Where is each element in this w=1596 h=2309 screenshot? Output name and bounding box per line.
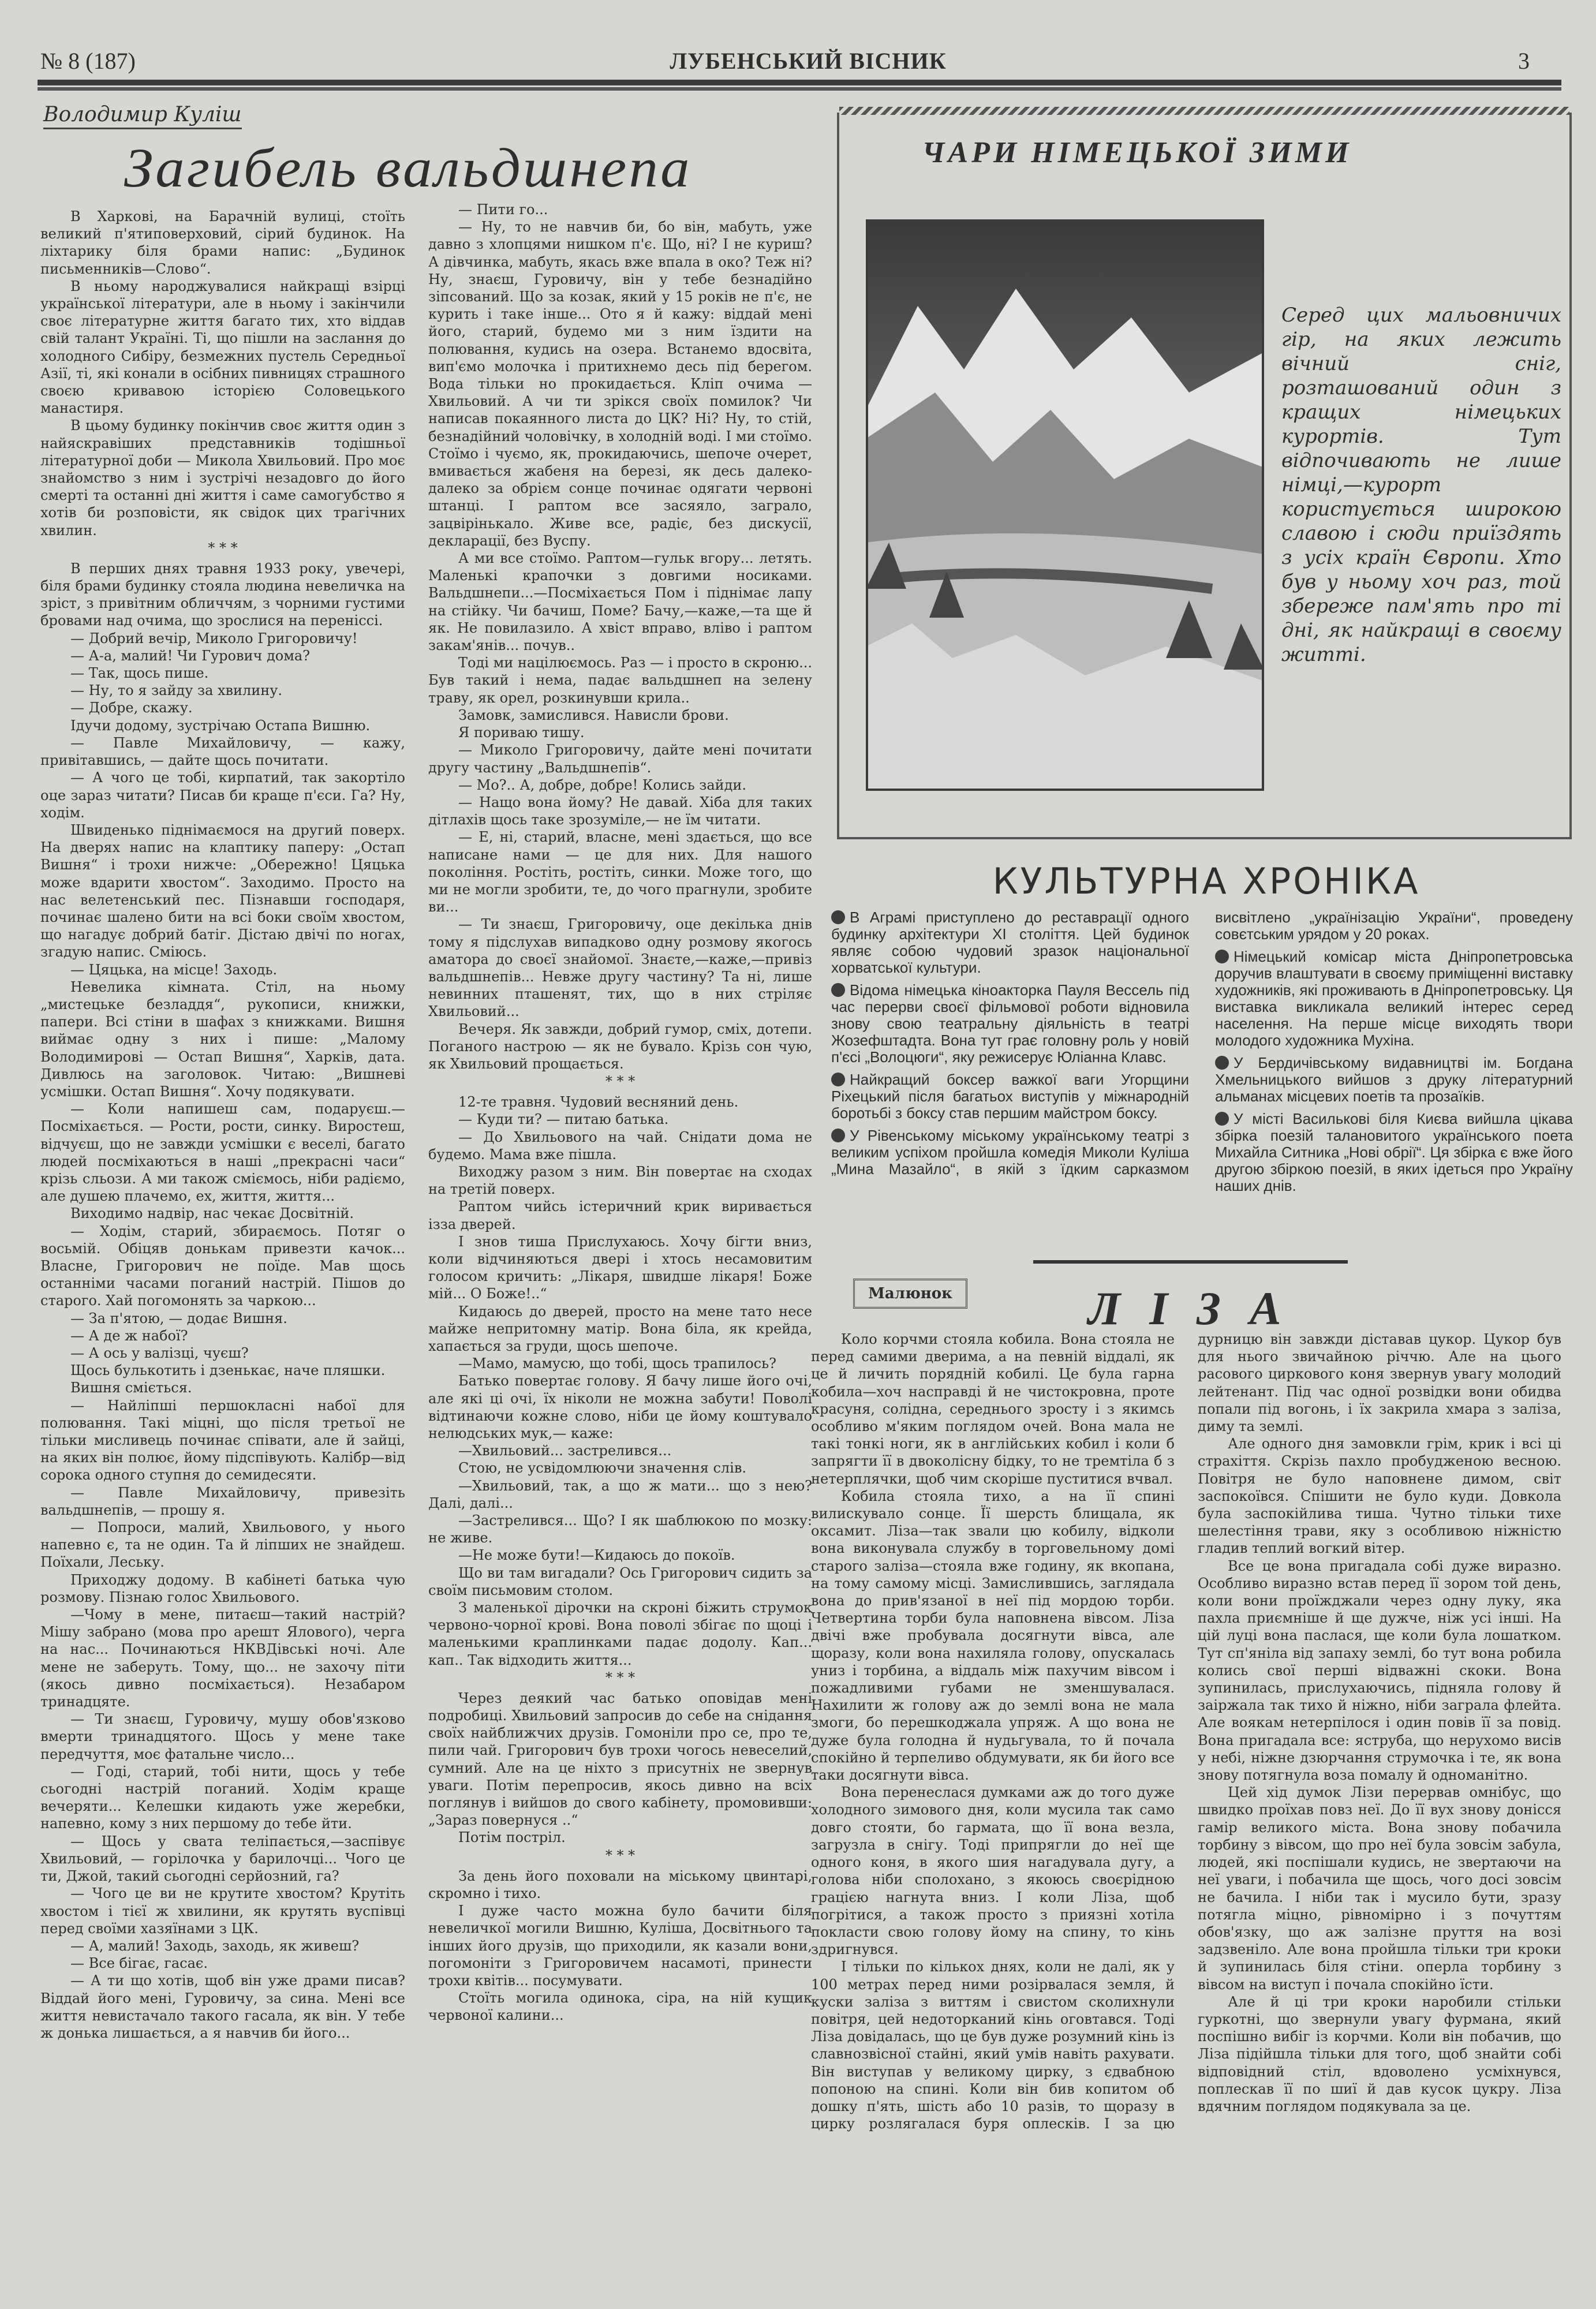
paragraph: —Хвильовий... застрелився... [458,1443,672,1459]
paragraph: Ідучи додому, зустрічаю Остапа Вишню. [70,717,371,734]
chronicle-item-text: Найкращий боксер важкої ваги Угорщини Ріхецький після багатьох виступів у міжнародній боротьбі з боксу став першим майстром боксу. [831,1071,1189,1122]
paragraph: Вона перенеслася думками аж до того дуже холодного зимового дня, коли мусила так само довго стояти, бо гармата, що її вона везла, загрузла в снігу. Тоді припрягли до неї ще одного коня, в якого шия нагадувала дугу, а голова ніби сполохано, з якоюсь своєрідною грацією нагнута вниз. І коли Ліза, щоб погрітися, а також просто з приязні хотіла покласти свою голову йому на спину, то кінь здригнувся. [811,1784,1175,1958]
paragraph: — Добрий вечір, Миколо Григоровичу! [70,630,358,647]
feature-title: ЧАРИ НІМЕЦЬКОЇ ЗИМИ [922,136,1352,169]
paragraph: — За п'ятою, — додає Вишня. [70,1310,287,1327]
paragraph: — Ти знаєш, Гуровичу, мушу обов'язково вмерти тринадцятого. Щось у мене таке передчуття, моє фатальне число... [40,1711,405,1762]
paragraph: —Хвильовий, так, а що ж мати... що з нею? Далі, далі... [428,1477,812,1511]
paragraph: — Пити го... [458,201,548,218]
paragraph: Через деякий час батько оповідав мені подробиці. Хвильовий запросив до себе на снідання своїх найближчих друзів. Гомоніли про се, про те, пили чай. Григорович був трохи чогось невеселий, сумний. Але на це ніхто з присутніх не звернув уваги. Потім перепросив, якось дивно на всіх поглянув і вийшов до свого кабінету, промовивши: „Зараз повернуся ..“ [428,1690,812,1829]
paragraph: — А чого це тобі, кирпатий, так закортіло оце зараз читати? Писав би краще п'єси. Га? Ну, ходім. [40,769,405,821]
paragraph: Що ви там вигадали? Ось Григорович сидить за своїм письмовим столом. [428,1564,812,1598]
paragraph: Швиденько піднімаємося на другий поверх. На дверях напис на клаптику паперу: „Остап Вишня“ і трохи нижче: „Обережно! Цяцька може вдарити хвостом“. Заходимо. Просто на нас велетенський пес. Пізнавши господаря, починає шалено бити на всі боки своїм хвостом, що нагадує добрий батіг. Дістаю двічі по ногах, згадую напис. Сміюсь. [40,821,405,961]
paragraph: — Ходім, старий, збираємось. Потяг о восьмій. Обіцяв донькам привезти качок... Власне, Григорович не поїде. Мав щось останніми часами поганий настрій. Пішов до старого. Хай погомонять за чаркою... [40,1223,405,1309]
story-title: ЛІЗА [1088,1282,1310,1335]
paragraph: — А-а, малий! Чи Гурович дома? [70,647,311,664]
paragraph: Виходимо надвір, нас чекає Досвітній. [70,1205,354,1222]
paragraph: —Мамо, мамусю, що тобі, щось трапилось? [458,1355,777,1372]
paragraph: — А ти що хотів, щоб він уже драми писав? Віддай його мені, Гуровичу, за сина. Мені все життя невистачало такого гасала, як він. У тебе ж донька лишається, а я навчив би його... [40,1972,405,2041]
chronicle-item [1215,948,1573,1049]
paragraph: — Все бігає, гасає. [70,1955,208,1972]
paragraph: Але одного дня замовкли грім, крик і всі ці страхіття. Скрізь пахло пробудженою весною. Повітря не було наповнене димом, світ заспокоївся. Спішити не було куди. Довкола була заспокійлива тиша. Чутно тільки тихе шелестіння трави, яку з особливою ніжністю гладив теплий вогкий вітер. [1198,1436,1561,1557]
article-author: Володимир Куліш [43,103,242,129]
section-separator: * * * [605,1073,636,1090]
paragraph: — Нащо вона йому? Не давай. Хіба для таких дітлахів щось таке зрозуміле,— не їм читати. [428,794,812,828]
paragraph: Вечеря. Як завжди, добрий гумор, сміх, дотепи. Поганого настрою — як не бувало. Крізь сон чую, як Хвильовий прощається. [428,1021,812,1072]
paragraph: А ми все стоїмо. Раптом—гульк вгору... летять. Маленькі крапочки з довгими носиками. Вальдшнепи...—Посміхається Пом і піднімає лапу на стійку. Чи бачиш, Поме? Бачу,—каже,—та ще й як. Не повилазило. А хвіст вправо, вліво і раптом закам'янів... почув.. [428,550,812,654]
paragraph: — Куди ти? — питаю батька. [458,1111,669,1128]
paragraph: — Ну, то я зайду за хвилину. [70,682,283,699]
chronicle-item [831,1071,1189,1122]
paragraph: — Ну, то не навчив би, бо він, мабуть, уже давно з хлопцями нишком п'є. Що, ні? І не куриш? А дівчинка, мабуть, якась вже впала в око? Теж ні? Ну, знаєш, Гуровичу, він у тебе безнадійно зіпсований. Що за козак, який у 15 років не п'є, не курить і таке інше... Ото я й кажу: віддай мені його, старий, будемо ми з ним їздити на полювання, кудись на озера. Встанемо вдосвіта, вип'ємо молочка і притихнемо десь під берегом. Вода тільки но прокидається. Кліп очима — Хвильовий. А чи ти зрікся своїх помилок? Чи написав покаянного листа до ЦК? Ні? Ну, то стій, безнадійний чоловічку, в холодній воді. І ми стоїмо. Стоїмо і чуємо, як, прокидаючись, шепоче очерет, вмивається жабеня на березі, як десь далеко-далеко за обрієм сонце починає одягати червоні штанці. І раптом все засяяло, заграло, зацвірінькало. Живе все, радіє, без дискусії, декларації, без Вуспу. [428,219,812,549]
article-title: Загибель вальдшнепа [124,137,692,199]
story-genre-tag: Малюнок [853,1279,967,1309]
paragraph: — Добре, скажу. [70,700,193,716]
page-number: 3 [1518,48,1530,74]
bullet-icon [831,910,845,924]
paragraph: Кобила стояла тихо, а на її спині вилискувало сонце. Її шерсть блищала, як оксамит. Ліза—так звали цю кобилу, відколи вона виконувала службу в торговельному домі старого заліза—стояла вже годину, як вкопана, на тому самому місці. Замислившись, заглядала вона до прив'язаної в неї під мордою торби. Четвертина торби була наповнена вівсом. Ліза двічі вже пробувала досягнути вівса, але щоразу, коли вона нахиляла голову, опускалась униз і торбина, а віддаль між пахучим вівсом і пожадливими губами не зменшувалася. Нахилити ж голову аж до землі вона не мала змоги, бо перешкоджала упряж. А що вона не дуже була голодна й нудьгувала, то й почала спокійно й терпеливо обдумувати, як би його все таки досягнути вівса. [811,1488,1175,1784]
paragraph: З маленької дірочки на скроні біжить струмок червоно-чорної крові. Вона поволі збігає по щоці і маленькими краплинками падає додолу. Кап... кап.. Так відходить життя... [428,1600,812,1668]
paragraph: Коло корчми стояла кобила. Вона стояла не перед самими дверима, а на певній віддалі, як це й личить порядній кобилі. Це була гарна кобила—хоч насправді й не чистокровна, проте красуня, солідна, середнього зросту і з якимсь особливо м'яким поглядом очей. Вона мала не такі тонкі ноги, як в англійських кобил і коли б запрягти її в двоколісну бідку, то не тремтіла б з нетерплячки, щоб чим скоріше пуститися вчвал. [811,1331,1175,1487]
paragraph: 12-те травня. Чудовий весняний день. [458,1094,739,1111]
paragraph: — Годі, старий, тобі нити, щось у тебе сьогодні настрій поганий. Ходім краще вечеряти... Келешки кидають уже жеребки, напевно, кому з них першому до тебе йти. [40,1763,405,1832]
paragraph: Стою, не усвідомлюючи значення слів. [458,1460,746,1477]
bullet-icon [831,1129,845,1142]
bullet-icon [1215,950,1229,963]
paragraph: І знов тиша Прислухаюсь. Хочу бігти вниз, коли відчиняються двері і хтось несамовитим голосом кричить: „Лікаря, швидше лікаря! Боже мій... О Боже!..“ [428,1233,812,1302]
section-separator: * * * [605,1669,636,1686]
paragraph: — А де ж набої? [70,1327,188,1344]
paragraph: — Миколо Григоровичу, дайте мені почитати другу частину „Вальдшнепів“. [428,742,812,776]
paragraph: —Чому в мене, питаєш—такий настрій? Мішу забрано (мова про арешт Ялового), черга на нас... Починаються НКВДівські ночі. Але мене не заберуть. Тому, що... не захочу піти (якось дивно посміхається). Незабаром тринадцяте. [40,1606,405,1710]
paragraph: В цьому будинку покінчив своє життя один з найяскравіших представників тодішньої літературної доби — Микола Хвильовий. Про моє знайомство з ним і зустрічі незадовго до його смерті та останні дні життя і саме самогубство я хотів би розповісти, як свідок цих трагічних хвилин. [40,417,405,539]
paragraph: За день його поховали на міському цвинтарі, скромно і тихо. [428,1867,812,1901]
chronicle-item [1215,1111,1573,1194]
paragraph: — Найліпші першокласні набої для полювання. Такі міцні, що після третьої не тільки мисливець починає співати, але й зайці, на яких він полює, йому підспівують. Калібр—від сорока одного ступня до семидесяти. [40,1397,405,1484]
paragraph: В Харкові, на Барачній вулиці, стоїть великий п'ятиповерховий, сірий будинок. На ліхтарику біля брами напис: „Будинок письменників—Слово“. [40,208,405,277]
paragraph: Вишня сміється. [70,1380,192,1396]
paragraph: Все це вона пригадала собі дуже виразно. Особливо виразно встав перед її зором той день, коли вони проїжджали через одну луку, яка пахла приємніше й ще дужче, ніж усі інші. На цій луці вона паслася, ще коли була лошатком. Тут сп'яніла від запаху землі, бо тут вона робила колись свої перші відважні скоки. Вона зупинилась, прислухаючись, підняла голову й заіржала так тихо й ніжно, ніби заграла флейта. Але воякам нетерпілося і один повів її за повід. Вона пригадала все: яструба, що нерухомо висів у небі, ніжне дзюрчання струмочка і те, як вона знову потягнула воза помалу й одноманітно. [1198,1557,1561,1784]
chronicle-item [831,982,1189,1066]
chronicle-item-text: У Рівенському міському українському театрі з великим успіхом пройшла комедія Миколи Куліша „Мина Мазайло“, в якій з їдким сарказмом висвітлено „українізацію України“, проведену совєтським урядом у 20 роках. [831,909,1573,1178]
paragraph: — Мо?.. А, добре, добре! Колись зайди. [458,776,747,793]
chronicle-item [1215,1055,1573,1105]
paragraph: — А ось у валізці, чуєш? [70,1345,249,1361]
newspaper-title: ЛУБЕНСЬКИЙ ВІСНИК [670,48,947,74]
bullet-icon [831,1073,845,1086]
chronicle-item-text: У місті Василькові біля Києва вийшла цікава збірка поезій талановитого українського поета Михайла Ситника „Нові обрії“. Ця збірка є вже його другою збіркою поезій, в яких ідеться про Україну наших днів. [1215,1110,1573,1194]
article-column-2 [428,201,812,2106]
bullet-icon [1215,1112,1229,1126]
paragraph: — Попроси, малий, Хвильового, у нього напевно є, та не один. Та й ліпших не знайдеш. Поїхали, Леську. [40,1519,405,1571]
chronicle-item-text: В Аграмі приступлено до реставрації одного будинку архітектури XI століття. Цей будинок являє собою чудовий зразок національної хорватської культури. [831,909,1189,976]
paragraph: І дуже часто можна було бачити біля невеличкої могили Вишню, Куліша, Досвітнього та інших його друзів, що приходили, як казали вони, погомоніти з Григоровичем насамоті, принести трохи квітів... посумувати. [428,1903,812,1989]
paragraph: В перших днях травня 1933 року, увечері, біля брами будинку стояла людина невеличка на зріст, з привітним обличчям, з чорними густими бровами над очима, що зрослися на переніссі. [40,560,405,629]
article-column-1 [40,208,405,2269]
paragraph: Але й ці три кроки наробили стільки гуркотні, що звернули увагу фурмана, який поспішно вибіг із корчми. Коли він побачив, що Ліза підійшла тільки для того, щоб знайти собі відповідний стіл, вдоволено усміхнувся, поплескав її по шиї й дав кусок цукру. Ліза вдячним поглядом подякувала за це. [1198,1993,1561,2114]
issue-number: № 8 (187) [40,48,136,74]
section-separator: * * * [208,539,238,556]
paragraph: — Так, щось пише. [70,665,209,682]
paragraph: —Застрелився... Що? І як шаблюкою по мозку: не живе. [428,1512,812,1546]
paragraph: Замовк, замислився. Нависли брови. [458,707,729,723]
paragraph: Невелика кімната. Стіл, на ньому „мистецьке безладдя“, рукописи, книжки, папери. Всі стіни в шафах з книжками. Вишня виймає одну з них і пише: „Малому Володимирові — Остап Вишня“, Харків, дата. Дивлюсь на заголовок. Читаю: „Вишневі усмішки. Остап Вишня“. Хочу подякувати. [40,978,405,1100]
paragraph: — Павле Михайловичу, — кажу, привітавшись, — дайте щось почитати. [40,734,405,769]
chronicle-item-text: У Бердичівському видавництві ім. Богдана Хмельницького вийшов з друку літературний альманах місцевих поетів та прозаїків. [1215,1054,1573,1105]
paragraph: — Коли напишеш сам, подаруєш.—Посміхається. — Рости, рости, синку. Виростеш, відчуєш, що не завжди усмішки є веселі, багато людей посміхаються в наші „прекрасні часи“ крізь сльози. А ми також сміємось, ніби радіємо, але душею плачемо, ех, життя, життя... [40,1101,405,1205]
paragraph: Тоді ми націлюємось. Раз — і просто в скроню... Був такий і нема, падає вальдшнеп на зелену траву, як орел, розкинувши крила.. [428,655,812,706]
paragraph: — Цяцька, на місце! Заходь. [70,961,278,978]
section-divider [1033,1260,1348,1264]
paragraph: — Чого це ви не крутите хвостом? Крутіть хвостом і тієї ж хвилини, як крутять вуспівці перед своїми хазяїнами з ЦК. [40,1885,405,1937]
bullet-icon [831,983,845,997]
feature-caption: Серед цих мальовничих гір, на яких лежить вічний сніг, розташований один з кращих німецьких курортів. Тут відпочивають не лише німці,—курорт користується широкою славою і сюди приїздять з усіх країн Європи. Хто був у ньому хоч раз, той збереже пам'ять про ті дні, як найкращі в своєму житті. [1281,304,1561,666]
chronicle-item [831,909,1189,976]
chronicle-list [831,909,1573,1267]
paragraph: Раптом чийсь істеричний крик виривається ізза дверей. [428,1198,812,1232]
header-rule [38,80,1561,87]
mountain-winter-photo-icon [866,219,1264,791]
paragraph: Цей хід думок Лізи перервав омнібус, що швидко проїхав повз неї. До її вух знову донісся гамір великого міста. Вона знову побачила торбину з вівсом, що про неї була зовсім забула, людей, які поспішали кудись, не звертаючи на неї уваги, і побачила ще щось, чого досі зовсім не бачила. І ніби так і мусило бути, зразу потягла міцно, рівномірно і з почуттям обов'язку, що аж залізне пруття на возі задзвеніло. Але вона пройшла тільки три кроки й зупинилась біля стіни. оперла торбину з вівсом на виступ і почала спокійно їсти. [1198,1784,1561,1993]
paragraph: Кидаюсь до дверей, просто на мене тато несе майже непритомну матір. Вона біла, як крейда, хапається за груди, щось шепоче. [428,1303,812,1354]
paragraph: Стоїть могила одинока, сіра, на ній кущик червоної калини... [428,1990,812,2024]
chronicle-item-text: Німецький комісар міста Дніпропетровська доручив влаштувати в своєму приміщенні виставку художників, які проживають в Дніпропетровську. Ця виставка викликала великий інтерес серед населення. На перше місце виходять твори молодого художника Мухіна. [1215,948,1573,1049]
story-body [811,1331,1561,2271]
section-separator: * * * [605,1847,636,1863]
paragraph: Батько повертає голову. Я бачу лише його очі, але які ці очі, їх ніколи не можна забути! Поволі відтинаючи кожне слово, ніби це йому коштувало нелюдських мук,— каже: [428,1373,812,1442]
bullet-icon [1215,1056,1229,1070]
chronicle-title: КУЛЬТУРНА ХРОНІКА [992,860,1421,902]
paragraph: — Ти знаєш, Григоровичу, оце декілька днів тому я підслухав випадково одну розмову якогось аматора до своєї знайомої. Знаєте,—каже,—привіз вальдшнепів... Невже другу частину? Та ні, лише невинних пташенят, тих, що в них стріляє Хвильовий... [428,916,812,1020]
paragraph: Щось булькотить і дзенькає, наче пляшки. [70,1362,386,1379]
paragraph: Виходжу разом з ним. Він повертає на сходах на третій поверх. [428,1163,812,1198]
paragraph: Потім постріл. [458,1829,566,1846]
paragraph: В ньому народжувалися найкращі взірці української літератури, але в ньому і закінчили своє літературне життя багато тих, хто віддав свій талант Україні. Ті, що пішли на заслання до холодного Сибіру, безмежних пустель Середньої Азії, ті, які конали в осібних пивницях страшного своєю кривавою історією Соловецького манастиря. [40,278,405,417]
paragraph: І тільки по кількох днях, коли не далі, як у 100 метрах перед ними розірвалася земля, й куски заліза з виттям і свистом сколихнули повітря, цей недоторканий кінь оговтався. Тоді Ліза довідалась, що це був дуже розумний кінь із славнозвісної стайні, який умів навіть рахувати. Він виступав у великому цирку, з єдвабною попоною на спині. Коли він бив копитом об дошку п'ять, шість або 10 разів, то щоразу в цирку розлягалася буря оплесків. І за цю дурницю він завжди діставав цукор. Цукор був для нього звичайною річчю. Але на цього расового циркового коня звернув увагу молодий лейтенант. Під час одної розвідки вони обидва попали під вогонь, і їх закрила хмара з заліза, диму та землі. [811,1331,1561,2132]
paragraph: — Е, ні, старий, власне, мені здається, що все написане нами — це для них. Для нашого покоління. Ростіть, ростіть, синки. Може того, що ми не могли зробити, те, до чого прагнули, зробите ви... [428,829,812,916]
paragraph: — Щось у свата теліпається,—заспівує Хвильовий, — горілочка у барилочці... Чого це ти, Джой, такий сьогодні серйозний, га? [40,1833,405,1885]
paragraph: — А, малий! Заходь, заходь, як живеш? [70,1937,360,1954]
paragraph: —Не може бути!—Кидаюсь до покоїв. [458,1547,735,1564]
paragraph: Я пориваю тишу. [458,724,585,741]
paragraph: — Павле Михайловичу, привезіть вальдшнепів, — прошу я. [40,1484,405,1518]
paragraph: — До Хвильового на чай. Снідати дома не будемо. Мама вже пішла. [428,1129,812,1163]
chronicle-item-text: Відома німецька кіноакторка Пауля Вессель під час перерви своєї фільмової роботи відновила знову свою театральну діяльність в театрі Жозефштадта. Вона тут грає головну роль у новій п'єсі „Волоцюги“, яку режисерує Юліанна Клавс. [831,981,1189,1066]
paragraph: Приходжу додому. В кабінеті батька чую розмову. Пізнаю голос Хвильового. [40,1571,405,1605]
